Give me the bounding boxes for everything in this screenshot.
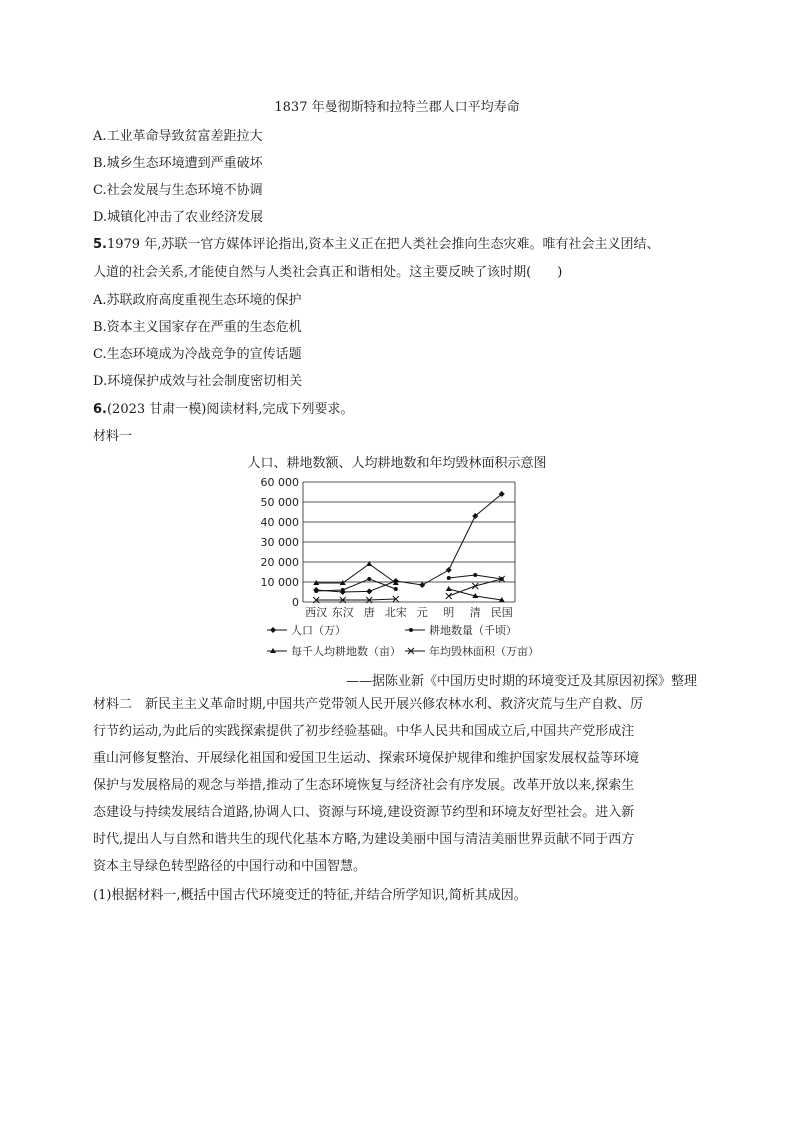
q5-option-d: D.环境保护成效与社会制度密切相关 (93, 374, 303, 389)
series-line (316, 494, 502, 592)
legend-label: 年均毁林面积（万亩） (429, 645, 539, 658)
q5-stem-line2: 人道的社会关系,才能使自然与人类社会真正和谐相处。这主要反映了该时期( ) (93, 265, 563, 280)
data-point (446, 586, 452, 591)
x-tick-label: 西汉 (305, 606, 328, 619)
material2-line: 保护与发展格局的观念与举措,推动了生态环境恢复与经济社会有序发展。改革开放以来,探索生 (93, 778, 635, 793)
legend-label: 耕地数量（千顷） (429, 624, 517, 637)
q5-stem-line1 (93, 233, 659, 252)
x-tick-label: 明 (443, 606, 455, 619)
data-point (409, 628, 413, 632)
data-point (366, 588, 372, 594)
q5-stem-text: 1979 年,苏联一官方媒体评论指出,资本主义正在把人类社会推向生态灾难。唯有社会主义团结、 (106, 237, 660, 252)
legend-label: 人口（万） (291, 624, 346, 637)
q5-option-a: A.苏联政府高度重视生态环境的保护 (93, 293, 302, 308)
data-point (341, 588, 345, 592)
q5-option-b: B.资本主义国家存在严重的生态危机 (93, 320, 302, 335)
q6-stem (93, 398, 353, 417)
line-chart (255, 470, 545, 665)
y-tick-label: 30 000 (260, 536, 299, 549)
q4-option-b: B.城乡生态环境遭到严重破坏 (93, 156, 263, 171)
data-point (446, 593, 452, 599)
x-tick-label: 元 (416, 606, 428, 619)
data-point (472, 583, 478, 589)
data-point (270, 627, 276, 633)
material2-line: 行节约运动,为此后的实践探索提供了初步经验基础。中华人民共和国成立后,中国共产党形成注 (93, 724, 635, 739)
y-tick-label: 0 (292, 596, 299, 609)
material2-text (93, 691, 703, 880)
chart-title: 人口、耕地数额、人均耕地数和年均毁林面积示意图 (247, 456, 547, 471)
y-tick-label: 60 000 (260, 476, 299, 489)
figure-caption: 1837 年曼彻斯特和拉特兰郡人口平均寿命 (274, 100, 520, 115)
q4-option-c: C.社会发展与生态环境不协调 (93, 183, 263, 198)
y-tick-label: 20 000 (260, 556, 299, 569)
x-tick-label: 北宋 (384, 606, 407, 619)
material2-line: 时代,提出人与自然和谐共生的现代化基本方略,为建设美丽中国与清洁美丽世界贡献不同于西方 (93, 832, 635, 847)
data-point (419, 582, 425, 588)
material2-line: 态建设与持续发展结合道路,协调人口、资源与环境,建设资源节约型和环境友好型社会。进入新 (93, 805, 635, 820)
y-tick-label: 40 000 (260, 516, 299, 529)
q5-option-c: C.生态环境成为冷战竞争的宣传话题 (93, 347, 302, 362)
material2-line: 重山河修复整治、开展绿化祖国和爱国卫生运动、探索环境保护规律和维护国家发展权益等环境 (93, 751, 640, 766)
x-tick-label: 清 (469, 606, 481, 619)
series-line (316, 599, 396, 600)
data-point (446, 567, 452, 573)
q6-number: 6. (93, 402, 107, 417)
chart-source: ——据陈业新《中国历史时期的环境变迁及其原因初探》整理 (345, 674, 697, 689)
q4-option-a: A.工业革命导致贫富差距拉大 (93, 129, 263, 144)
x-tick-label: 民国 (490, 606, 513, 619)
x-tick-label: 东汉 (331, 606, 354, 619)
q6-subquestion-1: (1)根据材料一,概括中国古代环境变迁的特征,并结合所学知识,简析其成因。 (93, 888, 527, 903)
x-tick-label: 唐 (363, 606, 375, 619)
material2-line: 资本主导绿色转型路径的中国行动和中国智慧。 (93, 859, 367, 874)
q5-number: 5. (93, 237, 107, 252)
data-point (367, 577, 371, 581)
data-point (314, 589, 318, 593)
q6-stem-text: (2023 甘肃一模)阅读材料,完成下列要求。 (106, 402, 354, 417)
series-line (316, 564, 396, 583)
data-point (447, 576, 451, 580)
series-line (316, 579, 396, 591)
material1-label: 材料一 (93, 429, 133, 444)
q4-option-d: D.城镇化冲击了农业经济发展 (93, 210, 264, 225)
y-tick-label: 50 000 (260, 496, 299, 509)
material2-line: 材料二 新民主主义革命时期,中国共产党带领人民开展兴修农林水利、救济灾荒与生产自救、厉 (93, 697, 644, 712)
data-point (394, 587, 398, 591)
legend-label: 每千人均耕地数（亩） (291, 645, 401, 658)
y-tick-label: 10 000 (260, 576, 299, 589)
data-point (473, 573, 477, 577)
